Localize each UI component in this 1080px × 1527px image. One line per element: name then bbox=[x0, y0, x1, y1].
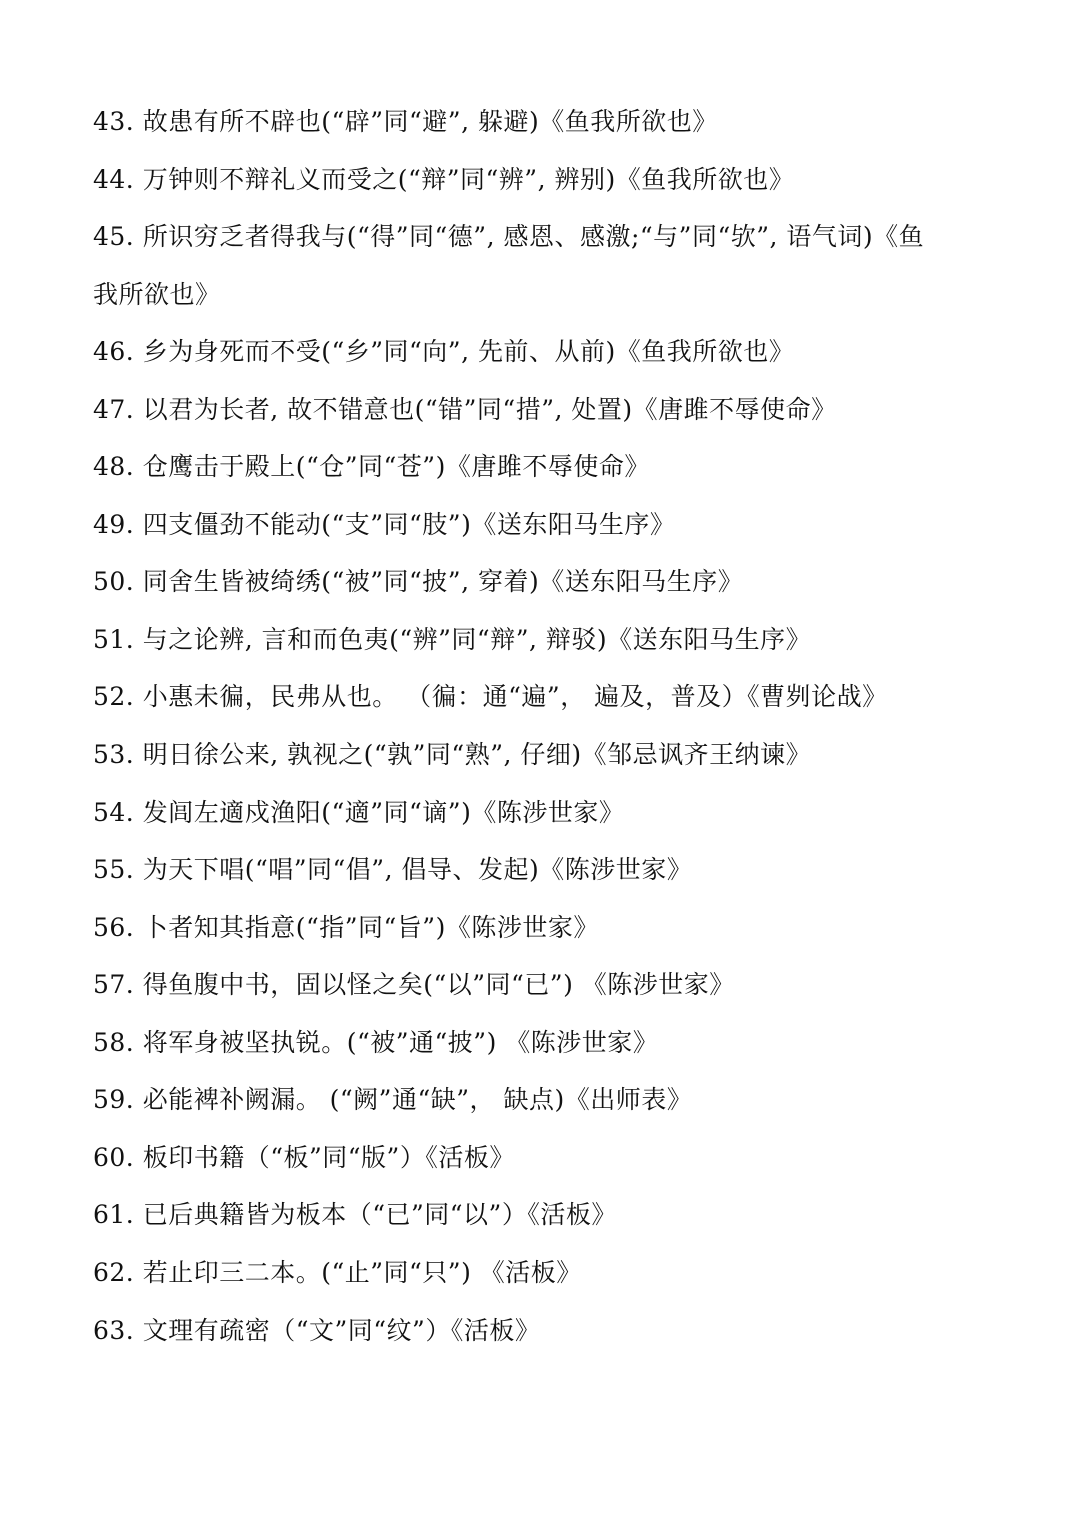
text-line-56: 56. 卜者知其指意(“指”同“旨”)《陈涉世家》 bbox=[93, 913, 599, 942]
text-line-59: 59. 必能裨补阙漏。 (“阙”通“缺”， 缺点)《出师表》 bbox=[93, 1085, 693, 1114]
text-line-58: 58. 将军身被坚执锐。(“被”通“披”) 《陈涉世家》 bbox=[93, 1028, 659, 1057]
text-line-50: 50. 同舍生皆被绮绣(“被”同“披”, 穿着)《送东阳马生序》 bbox=[93, 567, 744, 596]
text-line-47: 47. 以君为长者, 故不错意也(“错”同“措”, 处置)《唐雎不辱使命》 bbox=[93, 395, 837, 424]
text-line-60: 60. 板印书籍（“板”同“版”）《活板》 bbox=[93, 1143, 515, 1172]
text-line-61: 61. 已后典籍皆为板本（“已”同“以”）《活板》 bbox=[93, 1200, 617, 1229]
text-line-52: 52. 小惠未徧，民弗从也。 （徧：通“遍”， 遍及，普及）《曹刿论战》 bbox=[93, 682, 888, 711]
text-line-49: 49. 四支僵劲不能动(“支”同“肢”)《送东阳马生序》 bbox=[93, 510, 676, 539]
text-line-54: 54. 发闾左適戍渔阳(“適”同“谪”)《陈涉世家》 bbox=[93, 798, 625, 827]
text-line-63: 63. 文理有疏密（“文”同“纹”）《活板》 bbox=[93, 1316, 541, 1345]
text-line-43: 43. 故患有所不辟也(“辟”同“避”, 躲避)《鱼我所欲也》 bbox=[93, 107, 718, 136]
text-line-45-cont: 我所欲也》 bbox=[93, 280, 221, 309]
text-line-44: 44. 万钟则不辩礼义而受之(“辩”同“辨”, 辨别)《鱼我所欲也》 bbox=[93, 165, 795, 194]
text-line-55: 55. 为天下唱(“唱”同“倡”, 倡导、发起)《陈涉世家》 bbox=[93, 855, 693, 884]
text-line-57: 57. 得鱼腹中书，固以怪之矣(“以”同“已”) 《陈涉世家》 bbox=[93, 970, 735, 999]
text-line-53: 53. 明日徐公来, 孰视之(“孰”同“熟”, 仔细)《邹忌讽齐王纳谏》 bbox=[93, 740, 812, 769]
text-line-51: 51. 与之论辨, 言和而色夷(“辨”同“辩”, 辩驳)《送东阳马生序》 bbox=[93, 625, 812, 654]
text-line-62: 62. 若止印三二本。(“止”同“只”) 《活板》 bbox=[93, 1258, 582, 1287]
text-line-48: 48. 仓鹰击于殿上(“仓”同“苍”)《唐雎不辱使命》 bbox=[93, 452, 650, 481]
text-line-45: 45. 所识穷乏者得我与(“得”同“德”, 感恩、感激;“与”同“欤”, 语气词)《鱼 bbox=[93, 222, 925, 251]
text-line-46: 46. 乡为身死而不受(“乡”同“向”, 先前、从前)《鱼我所欲也》 bbox=[93, 337, 795, 366]
